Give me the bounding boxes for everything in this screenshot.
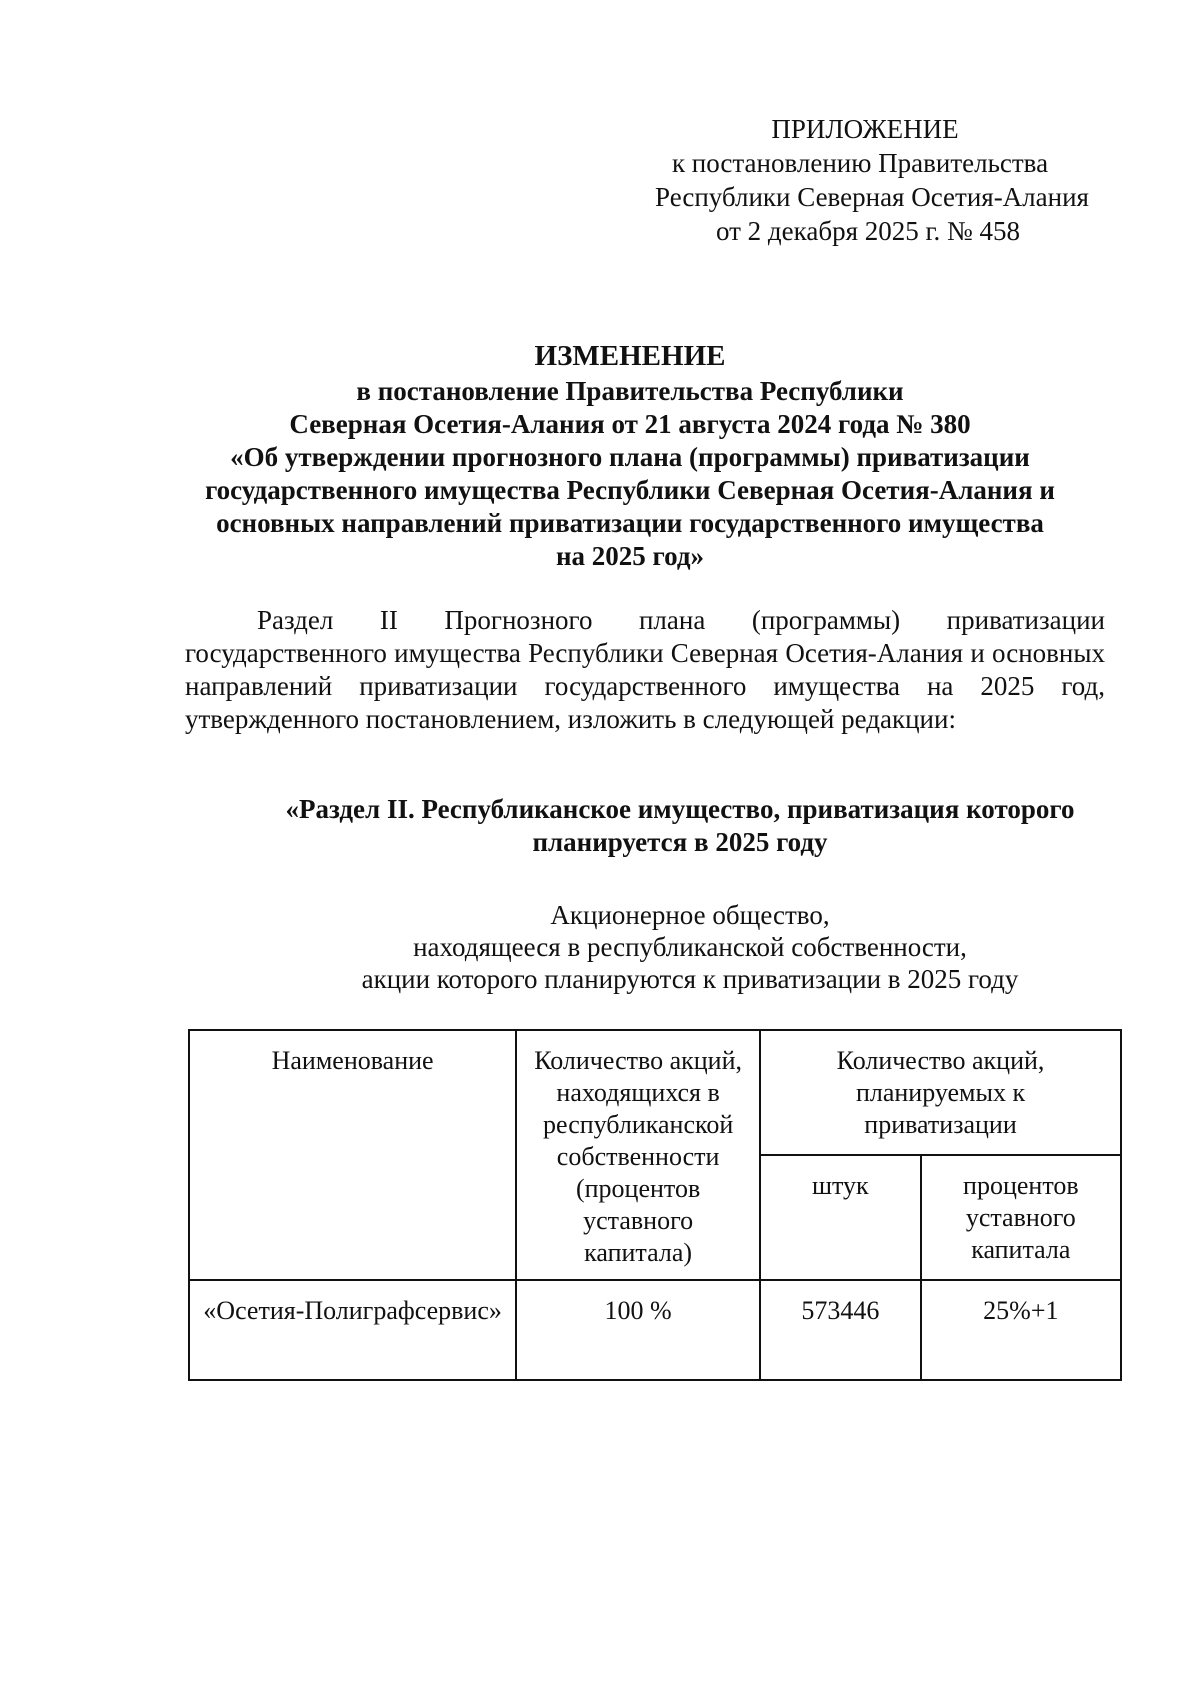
title-line: Северная Осетия-Алания от 21 августа 2024 года № 380 (289, 409, 971, 439)
header-units: штук (760, 1155, 921, 1280)
header-name: Наименование (189, 1030, 516, 1280)
section-heading (245, 793, 1115, 859)
title-line: в постановление Правительства Республики (356, 376, 904, 406)
cell-owned-percent: 100 % (516, 1280, 760, 1380)
table-header-row (189, 1030, 1121, 1155)
appendix-title: ПРИЛОЖЕНИЕ (771, 114, 959, 144)
table-row (189, 1280, 1121, 1380)
header-planned-shares: Количество акций, планируемых к приватизации (760, 1030, 1121, 1155)
document-title (150, 340, 1110, 573)
title-line: основных направлений приватизации государственного имущества (216, 508, 1044, 538)
section-heading-line: планируется в 2025 году (532, 827, 828, 857)
section-heading-line: «Раздел II. Республиканское имущество, приватизация которого (285, 794, 1075, 824)
appendix-reference: к постановлению Правительства (671, 148, 1049, 178)
privatization-table (188, 1029, 1122, 1381)
title-line: «Об утверждении прогнозного плана (программы) приватизации (230, 442, 1030, 472)
header-percent: процентов уставного капитала (921, 1155, 1121, 1280)
cell-units: 573446 (760, 1280, 921, 1380)
table-caption (300, 899, 1080, 995)
table-caption-line: акции которого планируются к приватизации в 2025 году (361, 964, 1019, 994)
body-paragraph-text: Раздел II Прогнозного плана (программы) приватизации государственного имущества Республики Северная Осетия-Алания и основных направлений приватизации государственного имущества на 2025 год, утвержденного постановлением, изложить в следующей редакции: (185, 605, 1105, 734)
body-paragraph (185, 604, 1105, 736)
appendix-date-number: от 2 декабря 2025 г. № 458 (715, 216, 1021, 246)
appendix-header (600, 112, 1120, 248)
header-owned-shares: Количество акций, находящихся в республиканской собственности (процентов уставного капитала) (516, 1030, 760, 1280)
cell-percent: 25%+1 (921, 1280, 1121, 1380)
appendix-republic: Республики Северная Осетия-Алания (655, 182, 1089, 212)
title-line: на 2025 год» (555, 541, 705, 571)
table-caption-line: Акционерное общество, (550, 900, 830, 930)
title-main: ИЗМЕНЕНИЕ (534, 340, 726, 372)
table-caption-line: находящееся в республиканской собственности, (413, 932, 967, 962)
title-line: государственного имущества Республики Северная Осетия-Алания и (205, 475, 1055, 505)
cell-company-name: «Осетия-Полиграфсервис» (189, 1280, 516, 1380)
